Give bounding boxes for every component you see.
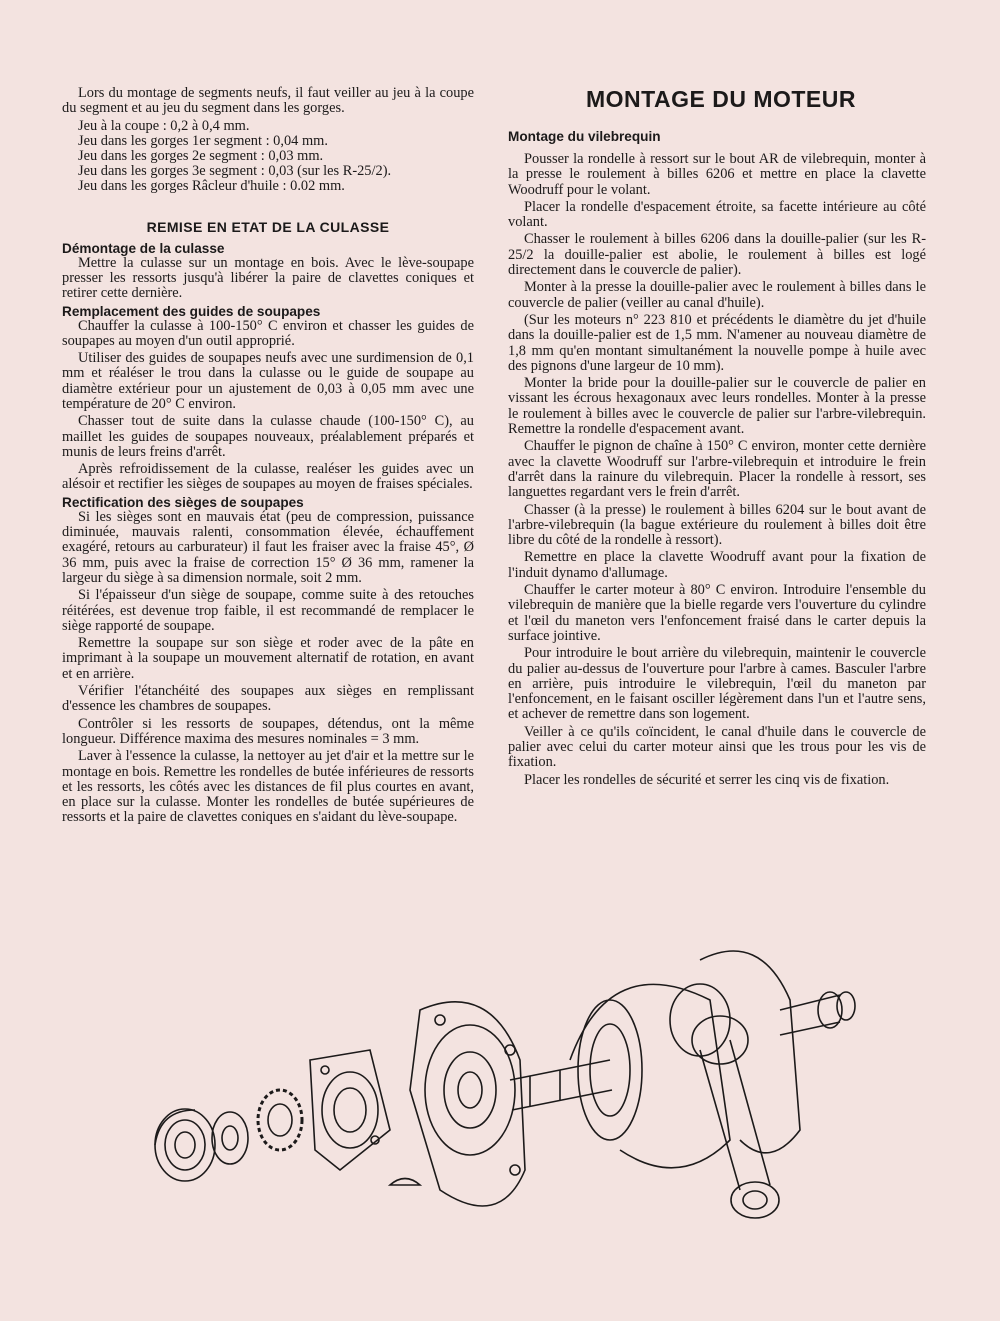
paragraph: Pour introduire le bout arrière du vilebrequin, maintenir le couvercle du palier au-dessus de l'ouverture pour l'arbre à cames. Basculer l'arbre en arrière, puis introduire le vilebrequin, l'œil du maneton par l'enfoncement, en le faisant osciller légèrement dans l'un et l'autre sens, et achever de remettre dans son logement. (508, 645, 926, 723)
spec-line: Jeu dans les gorges 3e segment : 0,03 (sur les R-25/2). (78, 163, 392, 180)
paragraph: Chasser tout de suite dans la culasse chaude (100-150° C), au maillet les guides de soupapes nouveaux, préalablement préparés et munis de leurs freins d'arrêt. (62, 413, 474, 460)
paragraph: (Sur les moteurs n° 223 810 et précédents le diamètre du jet d'huile dans la douille-palier est de 1,5 mm. N'amener au nouveau diamètre de 1,8 mm qu'en montant simultanément la nouvelle pompe à huile avec des pignons d'une largeur de 10 mm). (508, 311, 926, 374)
paragraph: Si l'épaisseur d'un siège de soupape, comme suite à des retouches réitérées, est devenue trop faible, il est recommandé de remplacer le siège rapporté de soupape. (62, 587, 474, 634)
paragraph: Après refroidissement de la culasse, realéser les guides avec un alésoir et rectifier les sièges de soupapes au moyen de fraises spéciales. (62, 461, 474, 493)
paragraph: Chauffer le carter moteur à 80° C environ. Introduire l'ensemble du vilebrequin de manière que la bielle regarde vers l'ouverture du cylindre et l'œil du maneton vers l'enfoncement fraisé dans le carter depuis la surface jointive. (508, 582, 926, 644)
paragraph: Monter la bride pour la douille-palier sur le couvercle de palier en vissant les écrous hexagonaux avec leurs rondelles. Monter à la presse le roulement à billes avec le couvercle de palier sur l'arbre-vilebrequin. Remettre la rondelle d'espacement avant. (508, 375, 926, 438)
paragraph: Chauffer la culasse à 100-150° C environ et chasser les guides de soupapes au moyen d'un outil approprié. (62, 317, 474, 349)
crank-web-icon (570, 984, 730, 1168)
heading-vilebrequin: Montage du vilebrequin (508, 129, 661, 144)
front-crank-web-icon (700, 951, 855, 1153)
chain-sprocket-icon (258, 1090, 302, 1150)
right-column (508, 86, 926, 790)
left-column (62, 86, 474, 828)
paragraph: Chasser (à la presse) le roulement à billes 6204 sur le bout avant de l'arbre-vilebrequin (la bague extérieure du roulement à billes doit être libre du côté de la rondelle à ressort). (508, 501, 926, 549)
paragraph: Pousser la rondelle à ressort sur le bout AR de vilebrequin, monter à la presse le roulement à billes 6206 et mettre en place la clavette Woodruff pour le volant. (508, 151, 926, 198)
woodruff-key-icon (390, 1179, 420, 1186)
paragraph: Mettre la culasse sur un montage en bois. Avec le lève-soupape presser les ressorts jusqu'à libérer la paire de clavettes coniques et retirer cette dernière. (62, 254, 474, 302)
spec-line: Jeu dans les gorges 1er segment : 0,04 mm. (78, 132, 328, 149)
heading-rectification: Rectification des sièges de soupapes (62, 494, 304, 510)
paragraph: Contrôler si les ressorts de soupapes, détendus, ont la même longueur. Différence maxima des mesures nominales = 3 mm. (62, 715, 474, 747)
paragraph: Remettre en place la clavette Woodruff avant pour la fixation de l'induit dynamo d'allumage. (508, 549, 926, 581)
paragraph: Laver à l'essence la culasse, la nettoyer au jet d'air et la mettre sur le montage en bois. Remettre les rondelles de butée inférieures de ressorts et les ressorts, les côtés avec les distances de fil plus courtes en avant, en place sur la culasse. Monter les rondelles de butée supérieures de ressorts et la paire de clavettes coniques en s'aidant du lève-soupape. (62, 748, 474, 826)
intro-paragraph: Lors du montage de segments neufs, il faut veiller au jeu à la coupe du segment et au jeu du segment dans les gorges. (62, 85, 474, 117)
spec-line: Jeu dans les gorges Râcleur d'huile : 0.02 mm. (78, 178, 345, 195)
paragraph: Veiller à ce qu'ils coïncident, le canal d'huile dans le couvercle de palier avec celui du carter moteur ainsi que les trous pour les vis de fixation. (508, 723, 926, 771)
section-title-culasse: REMISE EN ETAT DE LA CULASSE (146, 218, 390, 235)
paragraph: Chauffer le pignon de chaîne à 150° C environ, monter cette dernière avec la clavette Woodruff sur l'arbre-vilebrequin et introduire le frein d'arrêt dans la rainure du vilebrequin. Placer la rondelle à ressort, ses languettes regardant vers le frein d'arrêt. (508, 438, 926, 501)
spec-line: Jeu dans les gorges 2e segment : 0,03 mm. (78, 148, 324, 164)
paragraph: Remettre la soupape sur son siège et roder avec de la pâte en imprimant à la soupape un mouvement alternatif de rotation, en avant et en arrière. (62, 635, 474, 682)
paragraph: Vérifier l'étanchéité des soupapes aux sièges en remplissant d'essence les chambres de soupapes. (62, 683, 474, 715)
crankshaft-exploded-illustration (140, 940, 860, 1240)
heading-remplacement: Remplacement des guides de soupapes (62, 303, 321, 319)
page-title: MONTAGE DU MOTEUR (585, 86, 856, 112)
bearing-cover-icon (410, 1002, 525, 1206)
spec-line: Jeu à la coupe : 0,2 à 0,4 mm. (78, 117, 250, 134)
paragraph: Utiliser des guides de soupapes neufs avec une surdimension de 0,1 mm et réaléser le trou dans la culasse ou le guide de soupape au diamètre extérieur pour un ajustement de 0,03 à 0,05 mm avec une température de 20° C environ. (62, 350, 474, 412)
ball-bearing-icon (155, 1109, 215, 1181)
paragraph: Placer la rondelle d'espacement étroite, sa facette intérieure au côté volant. (508, 198, 926, 231)
paragraph: Si les sièges sont en mauvais état (peu de compression, puissance diminuée, mauvais ralenti, consommation élevée, échauffement exagéré, retours au carburateur) il faut les fraiser avec la fraise 45°, Ø 36 mm, puis avec la fraise de correction 15° Ø 36 mm, ramener la largeur du siège à sa dimension normale, soit 2 mm. (62, 508, 474, 586)
bearing-flange-icon (310, 1050, 390, 1170)
connecting-rod-icon (692, 1016, 779, 1218)
paragraph: Chasser le roulement à billes 6206 dans la douille-palier (sur les R-25/2 la douille-palier est abolie, le roulement à billes est logé directement dans le couvercle de palier). (508, 231, 926, 279)
heading-demontage: Démontage de la culasse (62, 240, 225, 256)
paragraph: Placer les rondelles de sécurité et serrer les cinq vis de fixation. (524, 771, 890, 788)
spacer-washer-icon (212, 1112, 248, 1164)
paragraph: Monter à la presse la douille-palier avec le roulement à billes dans le couvercle de palier (veiller au canal d'huile). (508, 279, 926, 311)
